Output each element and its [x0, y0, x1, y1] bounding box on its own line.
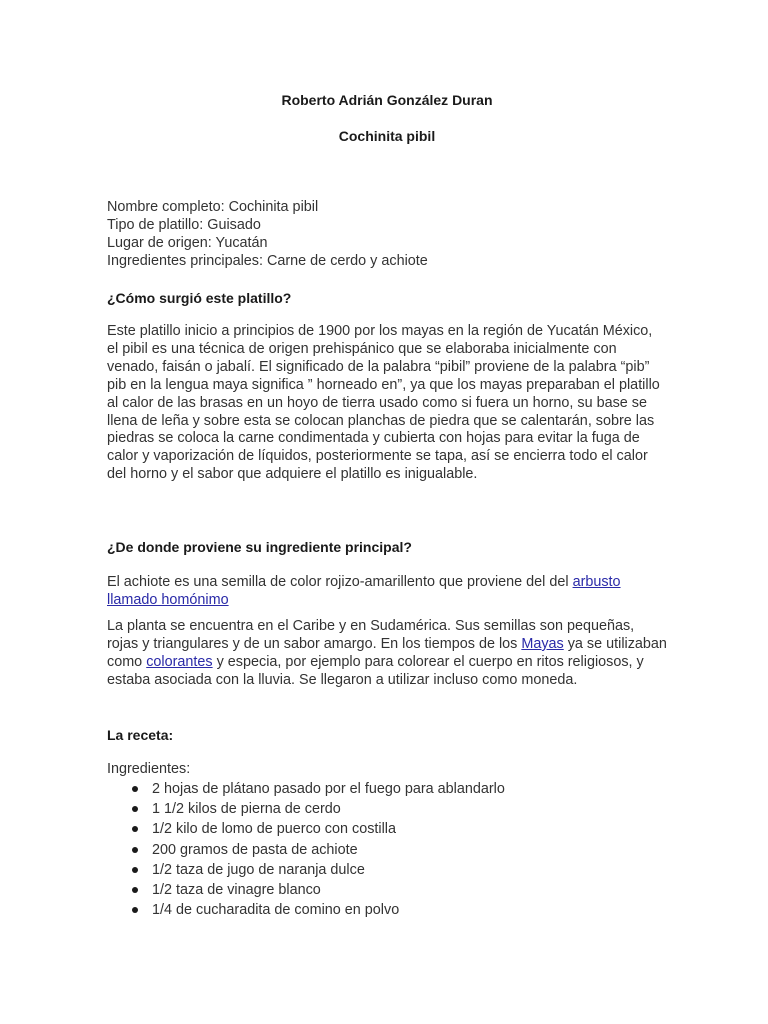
document-title: Cochinita pibil: [338, 128, 436, 144]
bullet-icon: [132, 867, 138, 873]
list-item: [107, 780, 667, 800]
achiote-paragraph: [107, 574, 667, 610]
info-tipo: Tipo de platillo: Guisado: [107, 216, 261, 233]
info-lugar: Lugar de origen: Yucatán: [107, 234, 268, 251]
recipe-heading: La receta:: [107, 727, 174, 743]
info-nombre: Nombre completo: Cochinita pibil: [107, 199, 319, 215]
bullet-icon: [132, 847, 138, 853]
plant-text-1: La planta se encuentra en el Caribe y en Sudamérica. Sus semillas son pequeñas, rojas y triangulares y de un sabor amargo. En los tiempos de los: [107, 618, 635, 652]
origin-heading: ¿Cómo surgió este platillo?: [107, 290, 292, 306]
list-item: [107, 901, 667, 921]
ingredient-text: 1/2 kilo de lomo de puerco con costilla: [152, 821, 396, 838]
author-name: Roberto Adrián González Duran: [281, 92, 493, 108]
origin-paragraph: [107, 323, 667, 484]
plant-text-3: y especia, por ejemplo para colorear el cuerpo en ritos religiosos, y estaba asociada con la lluvia. Se llegaron a utilizar incluso como moneda.: [107, 653, 644, 688]
ingredients-list: [107, 780, 667, 921]
achiote-text: El achiote es una semilla de color rojizo-amarillento que proviene del del: [107, 574, 573, 590]
ingredient-heading: ¿De donde proviene su ingrediente principal?: [107, 539, 412, 555]
dish-info: [107, 199, 667, 271]
list-item: [107, 841, 667, 861]
ingredient-text: 2 hojas de plátano pasado por el fuego para ablandarlo: [152, 781, 505, 797]
list-item: [107, 881, 667, 901]
arbusto-link[interactable]: arbusto llamado homónimo: [107, 574, 621, 608]
ingredient-text: 200 gramos de pasta de achiote: [152, 841, 358, 858]
info-ingredientes: Ingredientes principales: Carne de cerdo y achiote: [107, 252, 428, 269]
ingredients-label: Ingredientes:: [107, 761, 191, 777]
mayas-link[interactable]: Mayas: [521, 635, 564, 652]
bullet-icon: [132, 887, 138, 893]
list-item: [107, 800, 667, 820]
bullet-icon: [132, 826, 138, 832]
bullet-icon: [132, 907, 138, 913]
origin-text: Este platillo inicio a principios de 1900 por los mayas en la región de Yucatán México, el pibil es una técnica de origen prehispánico que se elaboraba inicialmente con venado, faisán o jabalí. El significado de la palabra “pibil” proviene de la palabra “pib” pib en la lengua maya significa ” horneado en”, ya que los mayas preparaban el platillo al calor de las brasas en un hoyo de tierra usado como si fuera un horno, su base se llena de leña y sobre esta se colocan planchas de piedra que se calentarán, sobre las piedras se coloca la carne condimentada y cubierta con hojas para evitar la fuga de calor y vaporización de líquidos, posteriormente se tapa, así se encierra todo el calor del horno y el sabor que adquiere el platillo es inigualable.: [107, 323, 660, 483]
ingredient-text: 1 1/2 kilos de pierna de cerdo: [152, 801, 341, 818]
colorantes-link[interactable]: colorantes: [146, 653, 213, 670]
ingredient-text: 1/2 taza de jugo de naranja dulce: [152, 861, 365, 878]
list-item: [107, 861, 667, 881]
bullet-icon: [132, 786, 138, 792]
bullet-icon: [132, 806, 138, 812]
plant-paragraph: [107, 618, 667, 690]
ingredient-text: 1/4 de cucharadita de comino en polvo: [152, 902, 400, 919]
ingredient-text: 1/2 taza de vinagre blanco: [152, 881, 321, 898]
plant-text-2: ya se utilizaban como: [107, 635, 667, 670]
list-item: [107, 820, 667, 840]
